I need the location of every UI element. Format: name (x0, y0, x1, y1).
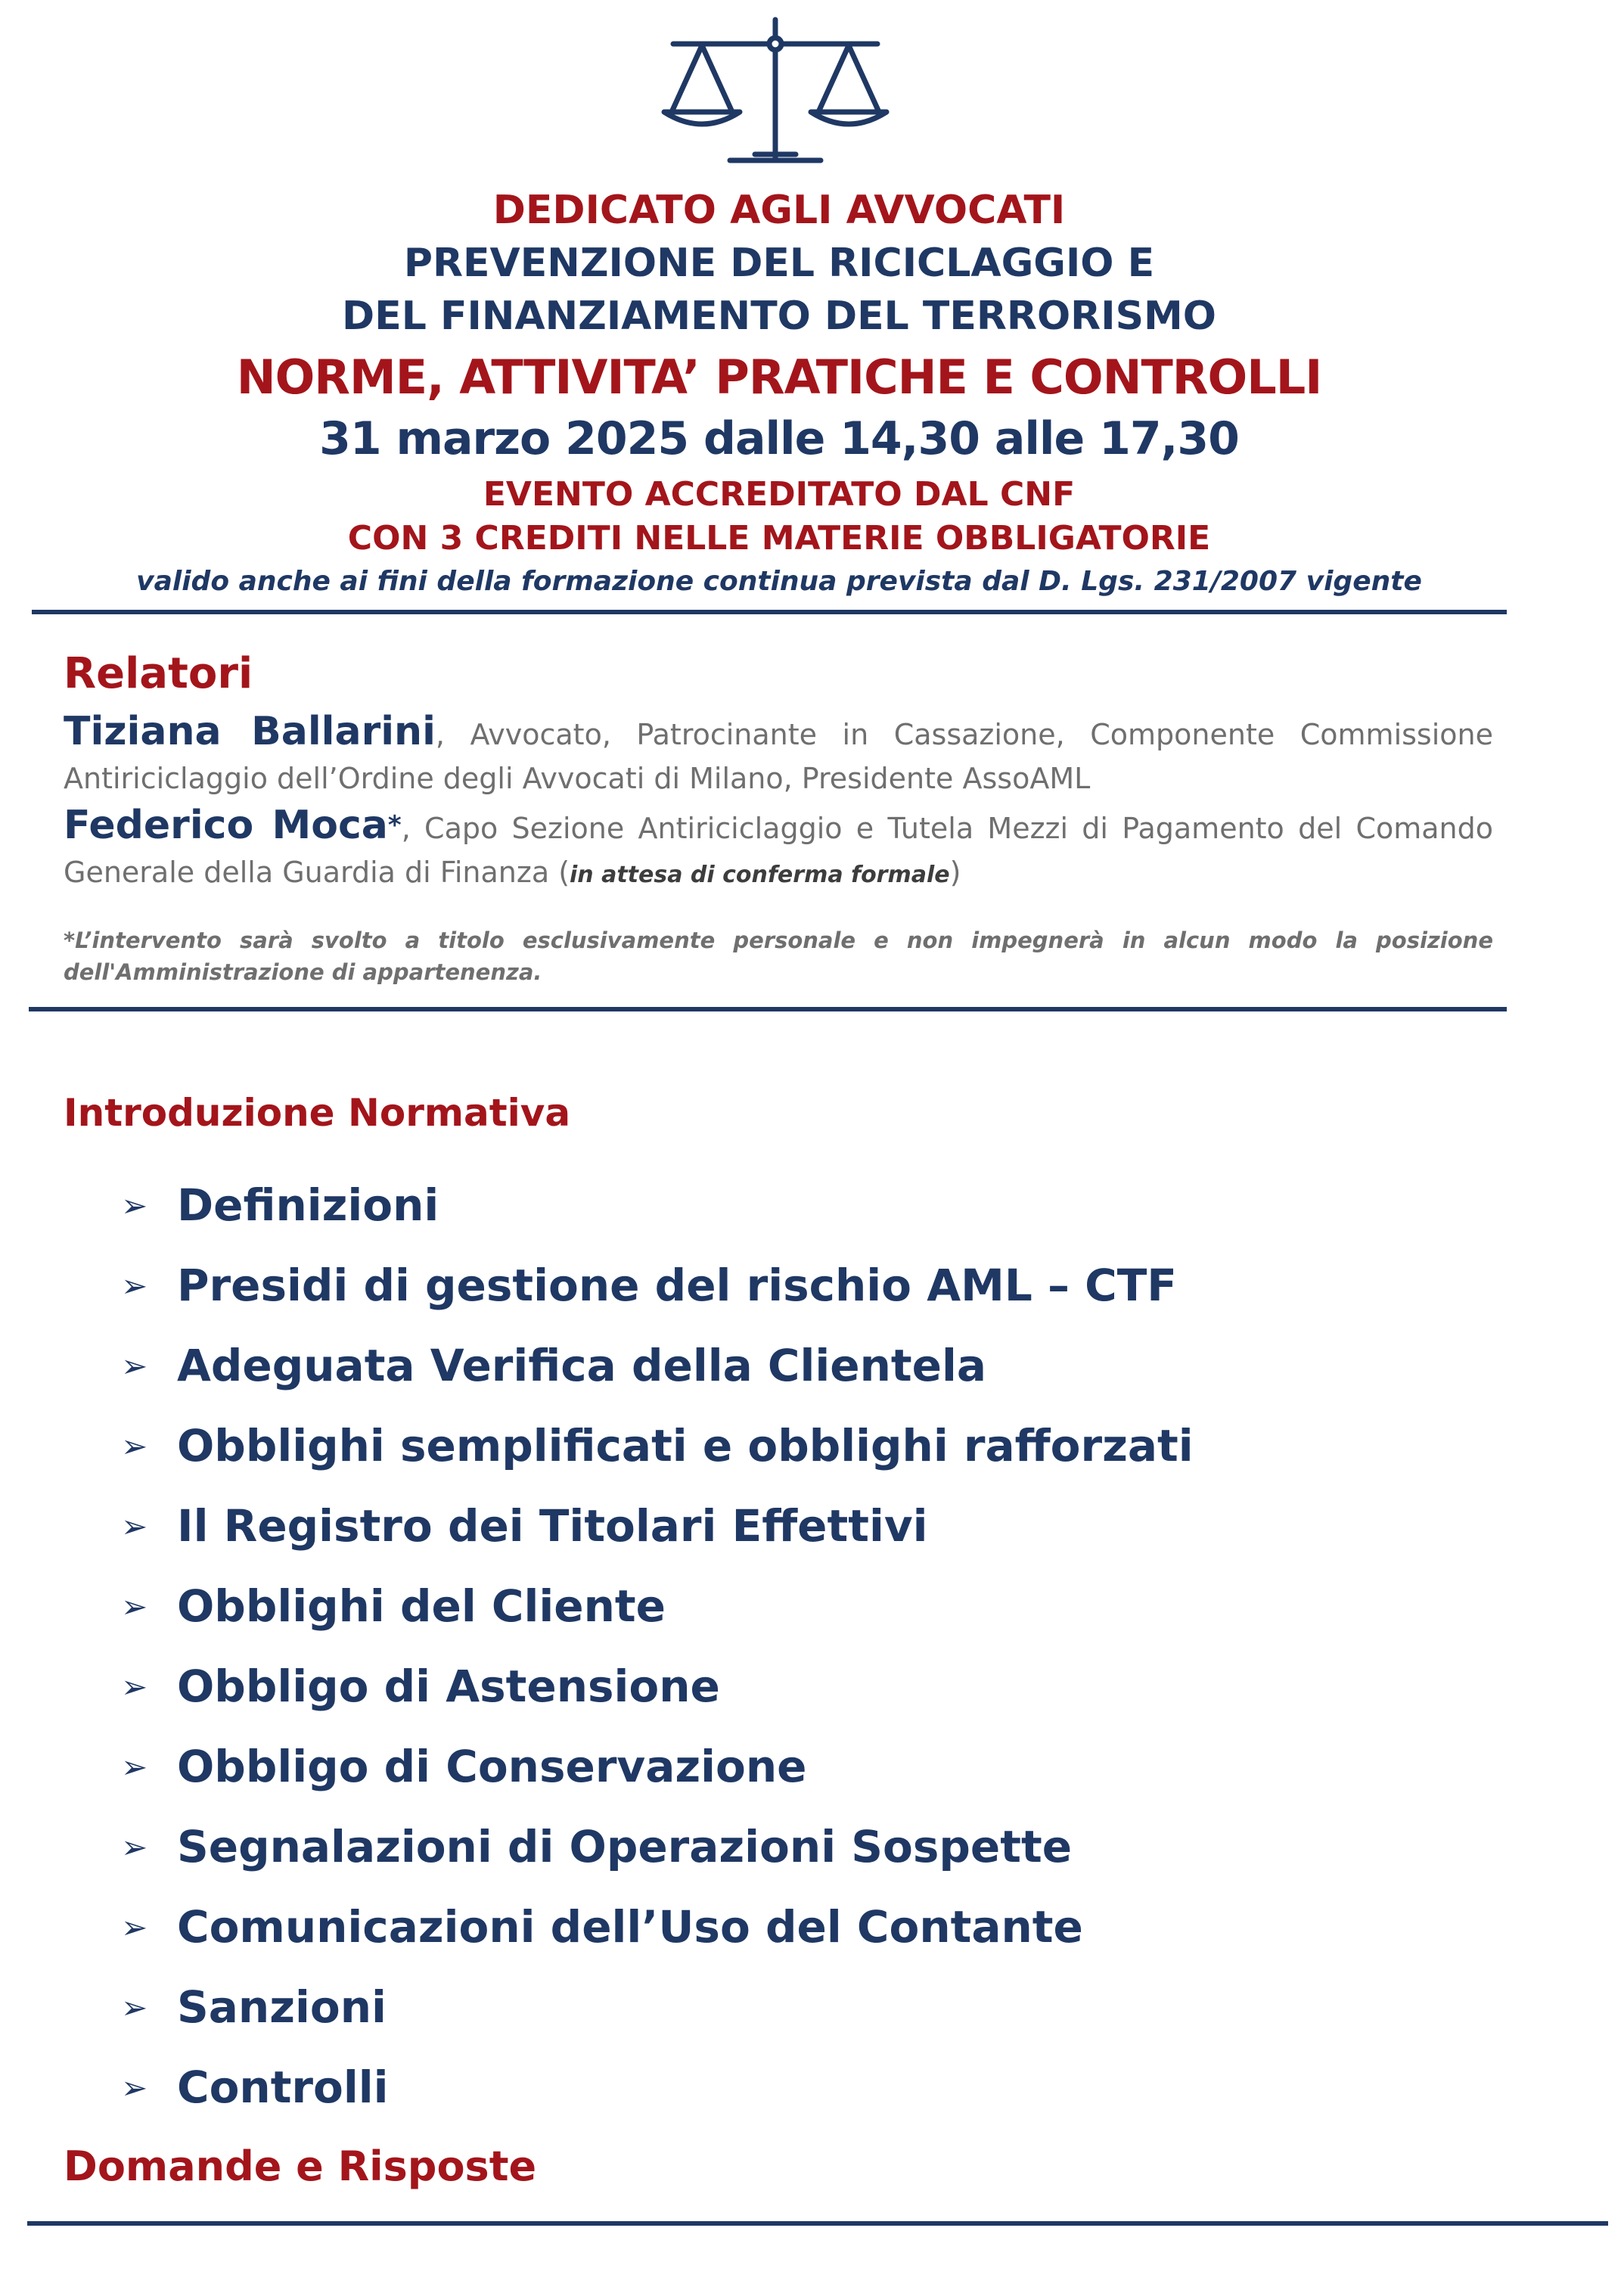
speaker-2-role: , Capo Sezione Antiriciclaggio e Tutela Mezzi di Pagamento del Comando Generale della Guardia di Finanza (64, 812, 1493, 889)
scales-of-justice-icon (658, 15, 893, 166)
divider-bottom (27, 2221, 1608, 2226)
accreditation-line-2: CON 3 CREDITI NELLE MATERIE OBBLIGATORIE (347, 519, 1211, 558)
speaker-2-status-close: ) (949, 856, 961, 889)
list-item-label: Adeguata Verifica della Clientela (177, 1340, 986, 1391)
speaker-2-asterisk: * (387, 810, 402, 840)
list-item-label: Segnalazioni di Operazioni Sospette (177, 1821, 1073, 1872)
list-item (121, 1807, 1194, 1887)
list-item-label: Controlli (177, 2062, 389, 2113)
list-item-label: Comunicazioni dell’Uso del Contante (177, 1901, 1083, 1953)
arrowhead-bullet-icon: ➢ (121, 1748, 148, 1785)
list-item (121, 1165, 1194, 1245)
intro-title: Introduzione Normativa (64, 1091, 571, 1135)
arrowhead-bullet-icon: ➢ (121, 2068, 148, 2106)
list-item (121, 1245, 1194, 1325)
list-item (121, 2047, 1194, 2127)
list-item-label: Obblighi semplificati e obblighi rafforzati (177, 1420, 1194, 1471)
speaker-footnote: *L’intervento sarà svolto a titolo esclusivamente personale e non impegnerà in alcun modo la posizione dell'Amministrazione di appartenenza. (64, 927, 1493, 985)
arrowhead-bullet-icon: ➢ (121, 1988, 148, 2026)
list-item-label: Obbligo di Astensione (177, 1661, 720, 1712)
arrowhead-bullet-icon: ➢ (121, 1427, 148, 1465)
arrowhead-bullet-icon: ➢ (121, 1667, 148, 1705)
list-item (121, 1726, 1194, 1807)
divider-middle (29, 1007, 1507, 1011)
speaker-2-status: in attesa di conferma formale (570, 862, 950, 888)
event-date: 31 marzo 2025 dalle 14,30 alle 17,30 (319, 412, 1239, 465)
list-item (121, 1486, 1194, 1566)
arrowhead-bullet-icon: ➢ (121, 1828, 148, 1866)
speaker-1-name: Tiziana Ballarini (64, 709, 436, 754)
accreditation-line-1: EVENTO ACCREDITATO DAL CNF (483, 475, 1076, 514)
arrowhead-bullet-icon: ➢ (121, 1908, 148, 1946)
audience-heading: DEDICATO AGLI AVVOCATI (492, 188, 1066, 233)
list-item (121, 1406, 1194, 1486)
qa-title: Domande e Risposte (64, 2142, 537, 2190)
speaker-2 (64, 803, 1493, 897)
list-item-label: Obbligo di Conservazione (177, 1741, 807, 1792)
list-item (121, 1967, 1194, 2047)
list-item (121, 1887, 1194, 1967)
arrowhead-bullet-icon: ➢ (121, 1186, 148, 1224)
list-item-label: Obblighi del Cliente (177, 1580, 666, 1632)
speaker-2-name: Federico Moca (64, 803, 388, 848)
title-line-1: PREVENZIONE DEL RICICLAGGIO E (403, 241, 1155, 286)
arrowhead-bullet-icon: ➢ (121, 1587, 148, 1625)
arrowhead-bullet-icon: ➢ (121, 1266, 148, 1304)
title-line-2: DEL FINANZIAMENTO DEL TERRORISMO (342, 294, 1216, 339)
arrowhead-bullet-icon: ➢ (121, 1507, 148, 1545)
list-item-label: Definizioni (177, 1179, 439, 1231)
list-item (121, 1646, 1194, 1726)
list-item (121, 1325, 1194, 1406)
program-list (121, 1165, 1194, 2127)
speakers-title: Relatori (64, 649, 253, 698)
validity-note: valido anche ai fini della formazione continua prevista dal D. Lgs. 231/2007 vigente (136, 566, 1422, 597)
list-item (121, 1566, 1194, 1646)
speaker-1 (64, 710, 1493, 800)
arrowhead-bullet-icon: ➢ (121, 1347, 148, 1384)
divider-top (32, 610, 1507, 614)
list-item-label: Sanzioni (177, 1981, 387, 2033)
speaker-2-status-open: ( (558, 856, 570, 889)
list-item-label: Presidi di gestione del rischio AML – CTF (177, 1260, 1177, 1311)
subtitle: NORME, ATTIVITA’ PRATICHE E CONTROLLI (236, 350, 1322, 405)
speaker-1-role: , Avvocato, Patrocinante in Cassazione, Componente Commissione Antiriciclaggio dell’Ordine degli Avvocati di Milano, Presidente AssoAML (64, 718, 1493, 795)
list-item-label: Il Registro dei Titolari Effettivi (177, 1500, 928, 1552)
